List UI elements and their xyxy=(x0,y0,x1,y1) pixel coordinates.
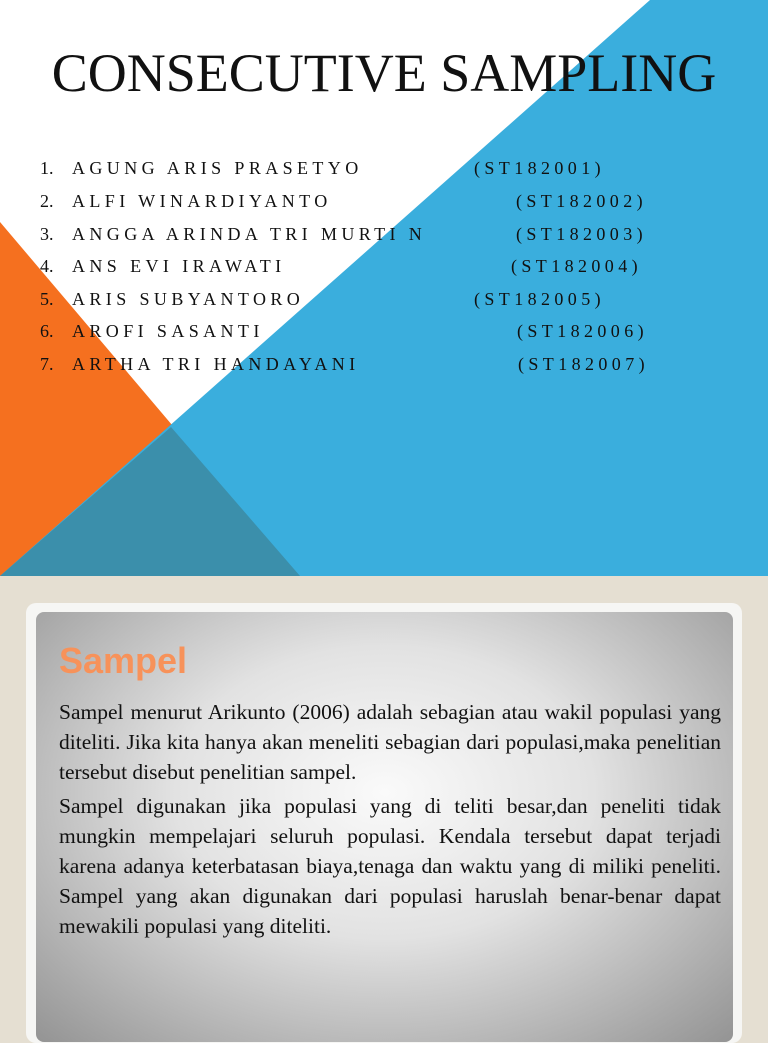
member-number: 1. xyxy=(40,158,54,178)
paragraph: Sampel menurut Arikunto (2006) adalah sebagian atau wakil populasi yang diteliti. Jika kita hanya akan meneliti sebagian dari populasi,maka penelitian tersebut disebut penelitian sampel. xyxy=(59,700,721,784)
member-number: 4. xyxy=(40,256,54,276)
slide-title: CONSECUTIVE SAMPLING xyxy=(51,43,717,103)
member-name: ARIS SUBYANTORO xyxy=(72,289,305,309)
member-nim: (ST182007) xyxy=(518,354,649,374)
member-number: 6. xyxy=(40,321,54,341)
member-number: 5. xyxy=(40,289,54,309)
member-number: 7. xyxy=(40,354,54,374)
member-name: ANGGA ARINDA TRI MURTI N xyxy=(72,224,427,244)
member-nim: (ST182004) xyxy=(511,256,642,276)
member-nim: (ST182005) xyxy=(474,289,605,309)
member-name: AROFI SASANTI xyxy=(72,321,264,341)
section-heading: Sampel xyxy=(59,640,188,681)
member-name: ALFI WINARDIYANTO xyxy=(72,191,332,211)
member-number: 3. xyxy=(40,224,54,244)
member-nim: (ST182006) xyxy=(517,321,648,341)
member-number: 2. xyxy=(40,191,54,211)
member-name: ARTHA TRI HANDAYANI xyxy=(72,354,360,374)
member-nim: (ST182003) xyxy=(516,224,647,244)
paragraph: Sampel digunakan jika populasi yang di teliti besar,dan peneliti tidak mungkin mempelajari seluruh populasi. Kendala tersebut dapat terjadi karena adanya keterbatasan biaya,tenaga dan waktu yang di miliki peneliti. Sampel yang akan digunakan dari populasi haruslah benar-benar dapat mewakili populasi yang diteliti. xyxy=(59,794,721,938)
member-name: ANS EVI IRAWATI xyxy=(72,256,286,276)
member-nim: (ST182001) xyxy=(474,158,605,178)
member-name: AGUNG ARIS PRASETYO xyxy=(72,158,363,178)
member-nim: (ST182002) xyxy=(516,191,647,211)
